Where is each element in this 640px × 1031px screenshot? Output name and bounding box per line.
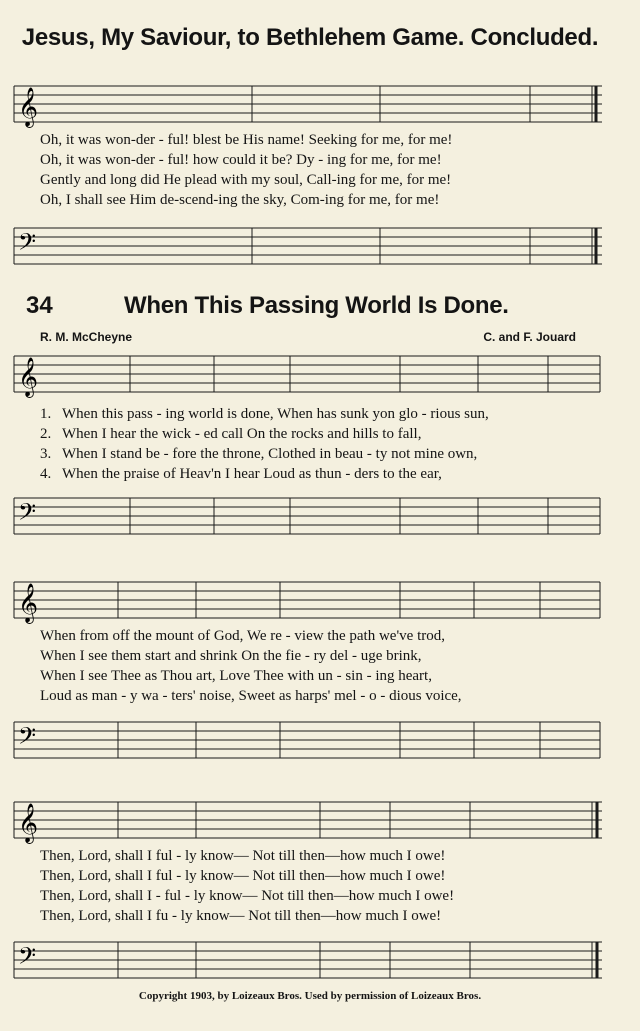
system-2-lyric-line-2: When I see them start and shrink On the fie - ry del - uge brink,	[40, 648, 422, 664]
hymn-number: 34	[26, 292, 53, 319]
svg-text:𝄞: 𝄞	[18, 357, 39, 397]
svg-text:𝄞: 𝄞	[18, 583, 39, 623]
continued-bass-staff	[0, 222, 640, 282]
system-1-lyric-line-1: 1. When this pass - ing world is done, When has sunk yon glo - rious sun,	[40, 406, 489, 422]
system-3-lyric-line-3: Then, Lord, shall I - ful - ly know— Not till then—how much I owe!	[40, 888, 455, 904]
svg-text:𝄢: 𝄢	[18, 942, 37, 975]
system-2-lyric-line-4: Loud as man - y wa - ters' noise, Sweet as harps' mel - o - dious voice,	[40, 688, 462, 704]
system-2-lyric-line-3: When I see Thee as Thou art, Love Thee with un - sin - ing heart,	[40, 668, 432, 684]
copyright-notice: Copyright 1903, by Loizeaux Bros. Used by permission of Loizeaux Bros.	[138, 990, 482, 1002]
svg-text:𝄢: 𝄢	[18, 498, 37, 531]
system-1-bass-staff	[0, 492, 640, 552]
system-1-lyric-line-2: 2. When I hear the wick - ed call On the rocks and hills to fall,	[40, 426, 422, 442]
continued-hymn-title: Jesus, My Saviour, to Bethlehem Game. Concluded.	[21, 24, 599, 51]
system-3-lyric-line-4: Then, Lord, shall I fu - ly know— Not till then—how much I owe!	[40, 908, 442, 924]
system-1-lyric-line-3: 3. When I stand be - fore the throne, Clothed in beau - ty not mine own,	[40, 446, 478, 462]
hymn-composer: C. and F. Jouard	[483, 330, 576, 344]
system-1-lyric-line-4: 4. When the praise of Heav'n I hear Loud as thun - ders to the ear,	[40, 466, 442, 482]
continued-lyric-line-1: Oh, it was won-der - ful! blest be His name! Seeking for me, for me!	[40, 132, 453, 148]
system-1-treble-staff	[0, 350, 640, 410]
svg-text:𝄢: 𝄢	[18, 228, 37, 261]
system-3-bass-staff	[0, 936, 640, 996]
system-2-lyric-line-1: When from off the mount of God, We re - view the path we've trod,	[40, 628, 445, 644]
continued-lyric-line-4: Oh, I shall see Him de-scend-ing the sky, Com-ing for me, for me!	[40, 192, 440, 208]
continued-treble-staff	[0, 80, 640, 140]
system-2-treble-staff	[0, 576, 640, 636]
continued-lyric-line-3: Gently and long did He plead with my soul, Call-ing for me, for me!	[40, 172, 452, 188]
hymn-title: When This Passing World Is Done.	[124, 292, 509, 319]
system-3-lyric-line-2: Then, Lord, shall I ful - ly know— Not till then—how much I owe!	[40, 868, 446, 884]
svg-text:𝄞: 𝄞	[18, 87, 39, 127]
system-3-treble-staff	[0, 796, 640, 856]
continued-lyric-line-2: Oh, it was won-der - ful! how could it be? Dy - ing for me, for me!	[40, 152, 442, 168]
system-2-bass-staff	[0, 716, 640, 776]
system-3-lyric-line-1: Then, Lord, shall I ful - ly know— Not till then—how much I owe!	[40, 848, 446, 864]
hymn-author: R. M. McCheyne	[40, 330, 133, 344]
svg-text:𝄢: 𝄢	[18, 722, 37, 755]
svg-text:𝄞: 𝄞	[18, 803, 39, 843]
